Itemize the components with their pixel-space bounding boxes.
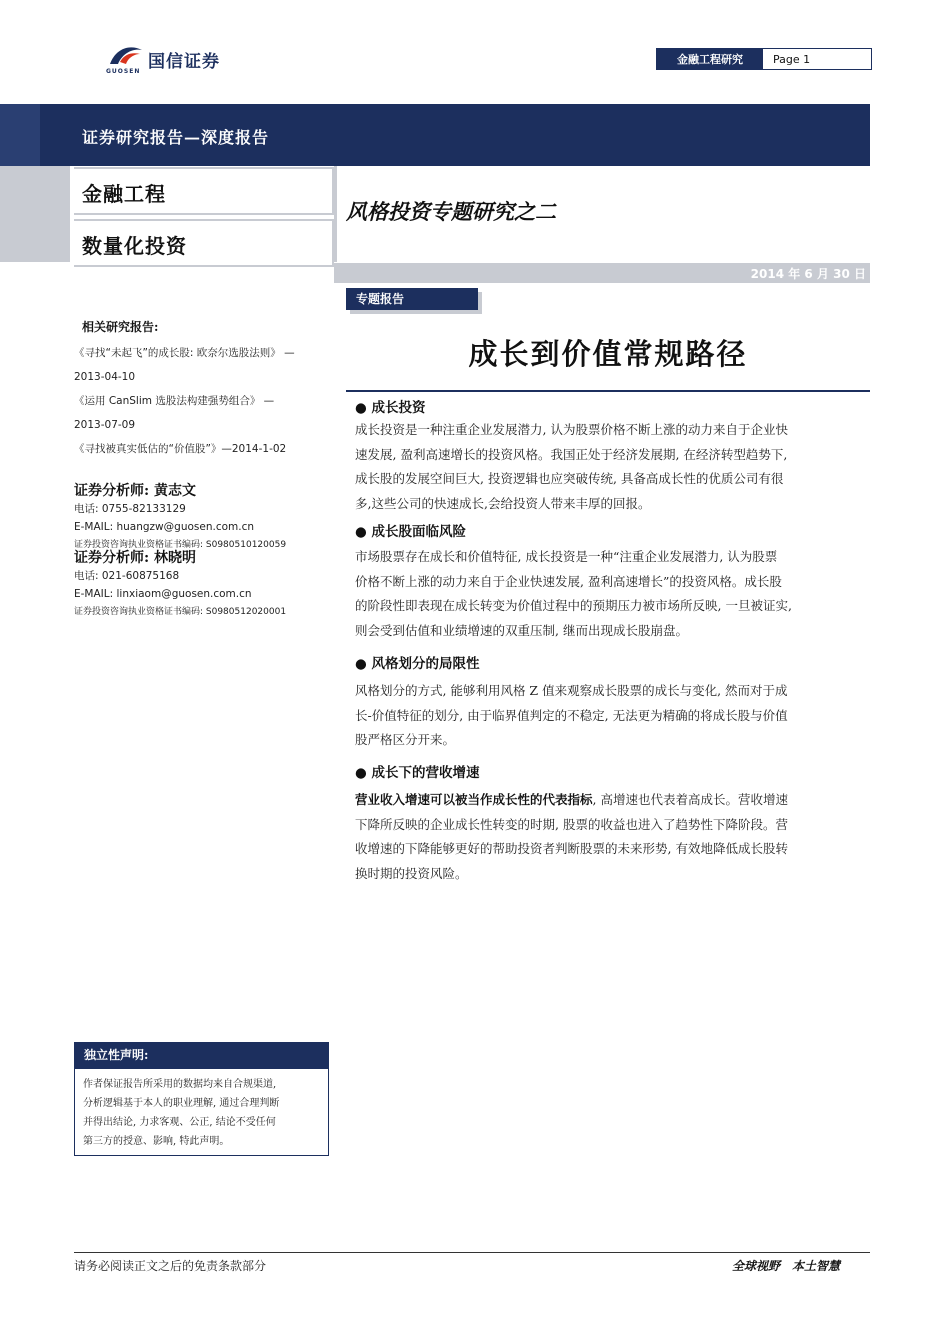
header-dept: 金融工程研究 — [657, 49, 763, 69]
analyst-2 — [74, 549, 329, 621]
related-item: 2013-07-09 — [74, 419, 136, 431]
lead-rest: , 高增速也代表着高成长。营收增速 — [592, 792, 788, 807]
brand-name: 国信证券 — [148, 52, 220, 72]
footer-rule — [74, 1252, 870, 1253]
title-rule — [346, 390, 870, 392]
main-title: 成长到价值常规路径 — [468, 337, 748, 371]
section-heading: ● 成长下的营收增速 — [355, 765, 480, 781]
para-line: 则会受到估值和业绩增速的双重压制, 继而出现成长股崩盘。 — [355, 622, 688, 638]
analyst-1 — [74, 482, 329, 554]
declaration-line: 第三方的授意、影响, 特此声明。 — [83, 1136, 230, 1147]
para-line: 收增速的下降能够更好的帮助投资者判断股票的未来形势, 有效地降低成长股转 — [355, 841, 788, 856]
para-line: 多,这些公司的快速成长,会给投资人带来丰厚的回报。 — [355, 495, 651, 511]
declaration-body — [74, 1068, 329, 1156]
footer-disclaimer: 请务必阅读正文之后的免责条款部分 — [74, 1259, 267, 1273]
report-date: 2014 年 6 月 30 日 — [750, 267, 866, 281]
brand-sub: GUOSEN — [106, 68, 141, 75]
series-title: 风格投资专题研究之二 — [346, 199, 556, 224]
analyst-1-email: E-MAIL: huangzw@guosen.com.cn — [74, 521, 255, 533]
vertical-divider — [334, 166, 337, 262]
related-item: 《运用 CanSlim 选股法构建强势组合》 — — [74, 395, 275, 407]
analyst-1-phone: 电话: 0755-82133129 — [74, 503, 186, 515]
section-paragraph — [355, 788, 863, 886]
header-box — [656, 48, 872, 70]
header-page: Page 1 — [773, 52, 811, 66]
para-line: 换时期的投资风险。 — [355, 865, 468, 881]
declaration-line: 并得出结论, 力求客观、公正, 结论不受任何 — [83, 1117, 276, 1128]
related-item: 2013-04-10 — [74, 371, 136, 383]
para-line: 成长投资是一种注重企业发展潜力, 认为股票价格不断上涨的动力来自于企业快 — [355, 422, 788, 437]
category-1: 金融工程 — [82, 182, 166, 206]
para-line: 长-价值特征的划分, 由于临界值判定的不稳定, 无法更为精确的将成长股与价值 — [355, 707, 788, 723]
analyst-1-license: 证券投资咨询执业资格证书编码: S0980510120059 — [74, 540, 287, 550]
report-type-tag: 专题报告 — [346, 288, 478, 310]
banner-accent — [0, 104, 40, 166]
declaration-line: 分析逻辑基于本人的职业理解, 通过合理判断 — [83, 1098, 280, 1109]
para-line: 速发展, 盈利高速增长的投资风格。我国正处于经济发展期, 在经济转型趋势下, — [355, 446, 788, 462]
guosen-logo-icon — [106, 42, 146, 70]
section-paragraph — [355, 545, 863, 643]
section-paragraph — [355, 418, 863, 516]
analyst-2-license: 证券投资咨询执业资格证书编码: S0980512020001 — [74, 607, 287, 617]
analyst-1-title: 证券分析师: 黄志文 — [74, 483, 197, 499]
analyst-2-email: E-MAIL: linxiaom@guosen.com.cn — [74, 588, 252, 600]
para-line: 成长股的发展空间巨大, 投资逻辑也应突破传统, 具备高成长性的优质公司有很 — [355, 471, 784, 486]
section-paragraph — [355, 679, 863, 753]
para-line: 价格不断上涨的动力来自于企业快速发展, 盈利高速增长”的投资风格。成长股 — [355, 573, 782, 589]
declaration-heading: 独立性声明: — [74, 1042, 329, 1068]
category-box-2 — [74, 219, 334, 267]
footer-slogan: 全球视野 本土智慧 — [732, 1259, 841, 1273]
para-line: 风格划分的方式, 能够利用风格 Z 值来观察成长股票的成长与变化, 然而对于成 — [355, 683, 788, 698]
section-heading: ● 风格划分的局限性 — [355, 656, 480, 672]
related-item: 《寻找被真实低估的“价值股”》—2014-1-02 — [74, 443, 287, 455]
section-heading: ● 成长股面临风险 — [355, 524, 466, 540]
declaration-line: 作者保证报告所采用的数据均来自合规渠道, — [83, 1079, 277, 1090]
category-grey-column — [0, 166, 70, 262]
para-line: 下降所反映的企业成长性转变的时期, 股票的收益也进入了趋势性下降阶段。营 — [355, 816, 788, 832]
bold-lead: 营业收入增速可以被当作成长性的代表指标 — [355, 792, 593, 807]
category-box-1 — [74, 167, 334, 215]
related-item: 《寻找“未起飞”的成长股: 欧奈尔选股法则》 — — [74, 347, 295, 359]
analyst-2-phone: 电话: 021-60875168 — [74, 570, 180, 582]
para-line: 的阶段性即表现在成长转变为价值过程中的预期压力被市场所反映, 一旦被证实, — [355, 598, 792, 613]
para-line: 市场股票存在成长和价值特征, 成长投资是一种“注重企业发展潜力, 认为股票 — [355, 549, 778, 564]
section-heading: ● 成长投资 — [355, 400, 426, 416]
para-line — [355, 788, 863, 813]
related-reports — [74, 318, 329, 458]
analyst-2-title: 证券分析师: 林晓明 — [74, 550, 197, 566]
banner-title: 证券研究报告—深度报告 — [82, 128, 270, 147]
related-heading: 相关研究报告: — [82, 320, 159, 334]
category-2: 数量化投资 — [82, 234, 187, 258]
para-line: 股严格区分开来。 — [355, 732, 456, 747]
